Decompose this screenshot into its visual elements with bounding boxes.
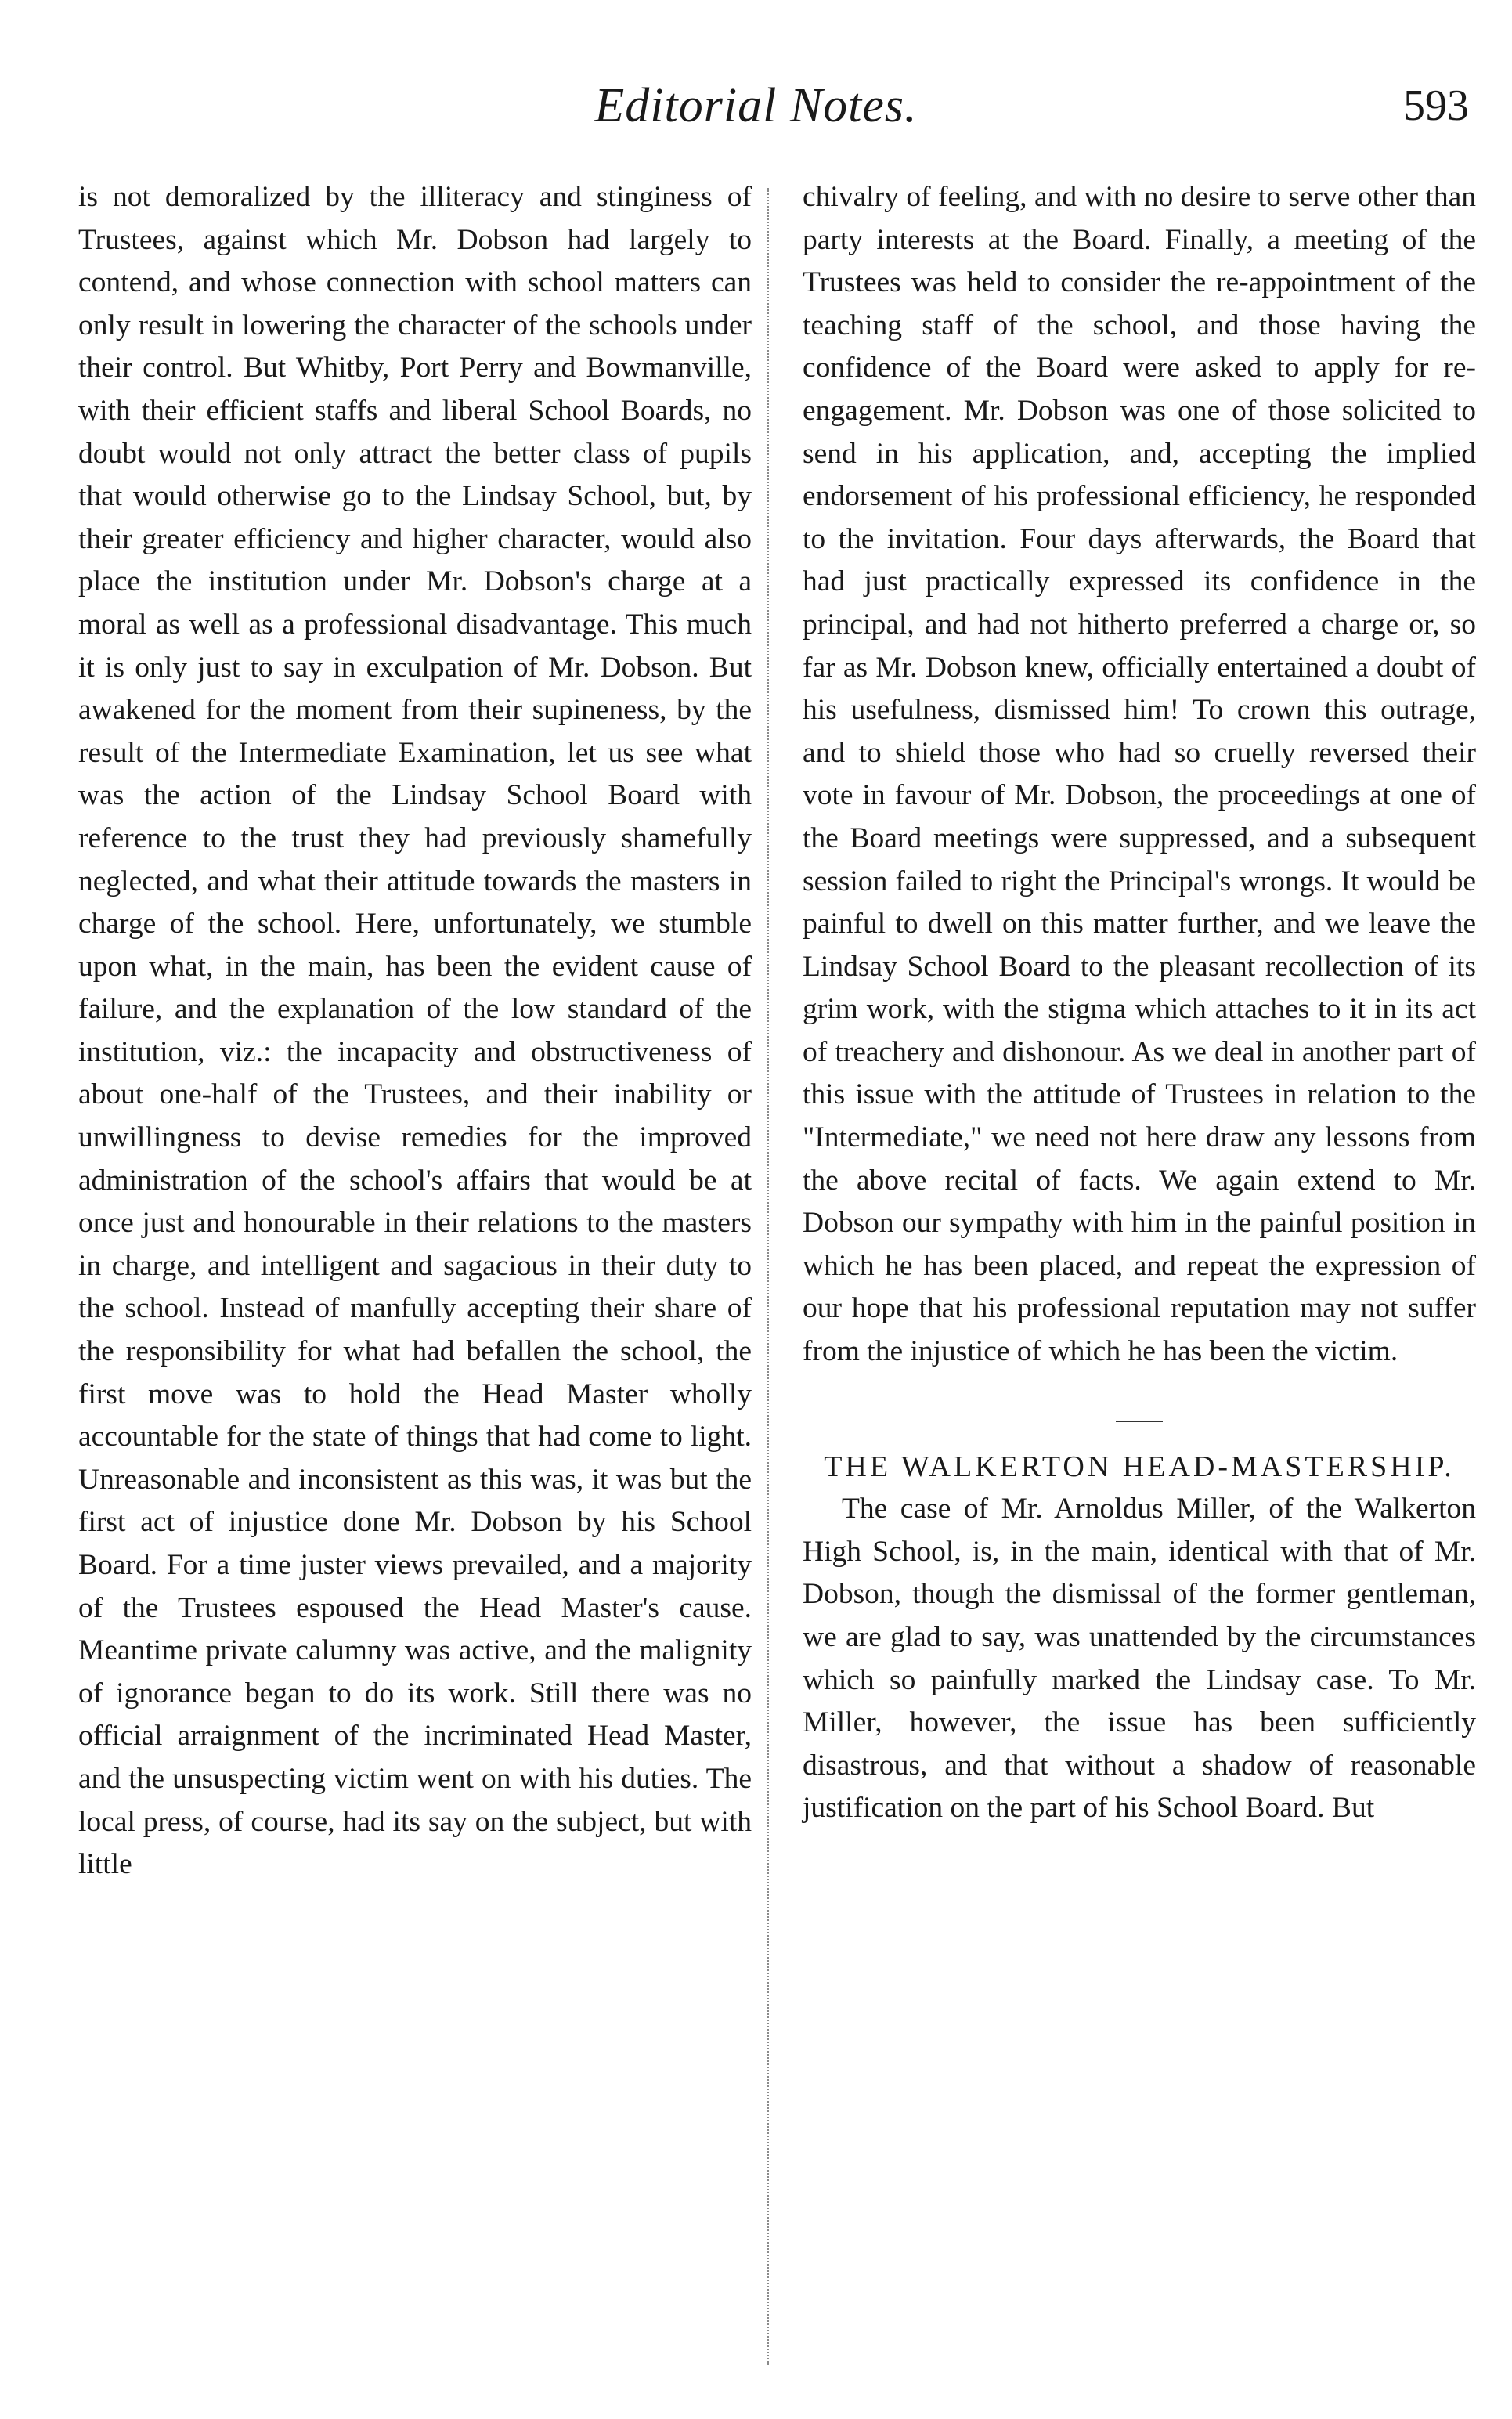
running-title: Editorial Notes.	[594, 79, 918, 132]
section-separator-rule	[1116, 1421, 1163, 1422]
left-column-text: is not demoralized by the illiteracy and stinginess of Trustees, against which Mr. Dobson had largely to contend, and whose connection with school matters can only result in lowering the character of the schools under their control. But Whitby, Port Perry and Bowmanville, with their efficient staffs and liberal School Boards, no doubt would not only attract the better class of pupils that would otherwise go to the Lindsay School, but, by their greater efficiency and higher character, would also place the institution under Mr. Dobson's charge at a moral as well as a professional disadvantage. This much it is only just to say in exculpation of Mr. Dobson. But awakened for the moment from their supineness, by the result of the Intermediate Examination, let us see what was the action of the Lindsay School Board with reference to the trust they had previously shamefully neglected, and what their attitude towards the masters in charge of the school. Here, unfortunately, we stumble upon what, in the main, has been the evident cause of failure, and the explanation of the low standard of the institution, viz.: the incapacity and obstructiveness of about one-half of the Trustees, and their inability or unwillingness to devise remedies for the improved administration of the school's affairs that would be at once just and honourable in their relations to the masters in charge, and intelligent and sagacious in their duty to the school. Instead of manfully accepting their share of the responsibility for what had befallen the school, the first move was to hold the Head Master wholly accountable for the state of things that had come to light. Unreasonable and inconsistent as this was, it was but the first act of injustice done Mr. Dobson by his School Board. For a time juster views prevailed, and a majority of the Trustees espoused the Head Master's cause. Meantime private calumny was active, and the malignity of ignorance began to do its work. Still there was no official arraignment of the incriminated Head Master, and the unsuspecting victim went on with his duties. The local press, of course, had its say on the subject, but with little	[78, 181, 752, 1881]
page-number: 593	[1403, 81, 1469, 130]
section-body-text: The case of Mr. Arnoldus Miller, of the Walkerton High School, is, in the main, identical with that of Mr. Dobson, though the dismissal of the former gentleman, we are glad to say, was unattended by the circumstances which so painfully marked the Lindsay case. To Mr. Miller, however, the issue has been sufficiently disastrous, and that without a shadow of reasonable justification on the part of his School Board. But	[803, 1493, 1476, 1825]
right-column	[803, 176, 1476, 1830]
column-divider	[767, 188, 769, 2365]
right-column-text: chivalry of feeling, and with no desire to serve other than party interests at the Board. Finally, a meeting of the Trustees was held to consider the re-appointment of the teaching staff of the school, and those having the confidence of the Board were asked to apply for re-engagement. Mr. Dobson was one of those solicited to send in his application, and, accepting the implied endorsement of his professional efficiency, he responded to the invitation. Four days afterwards, the Board that had just practically expressed its confidence in the principal, and had not hitherto preferred a charge or, so far as Mr. Dobson knew, officially entertained a doubt of his usefulness, dismissed him! To crown this outrage, and to shield those who had so cruelly reversed their vote in favour of Mr. Dobson, the proceedings at one of the Board meetings were suppressed, and a subsequent session failed to right the Principal's wrongs. It would be painful to dwell on this matter further, and we leave the Lindsay School Board to the pleasant recollection of its grim work, with the stigma which attaches to it in its act of treachery and dishonour. As we deal in another part of this issue with the attitude of Trustees in relation to the "Intermediate," we need not here draw any lessons from the above recital of facts. We again extend to Mr. Dobson our sympathy with him in the painful position in which he has been placed, and repeat the expression of our hope that his professional reputation may not suffer from the injustice of which he has been the victim.	[803, 181, 1476, 1368]
left-column	[78, 176, 752, 1886]
section-heading: THE WALKERTON HEAD-MASTERSHIP.	[824, 1450, 1455, 1483]
running-head	[0, 74, 1512, 137]
